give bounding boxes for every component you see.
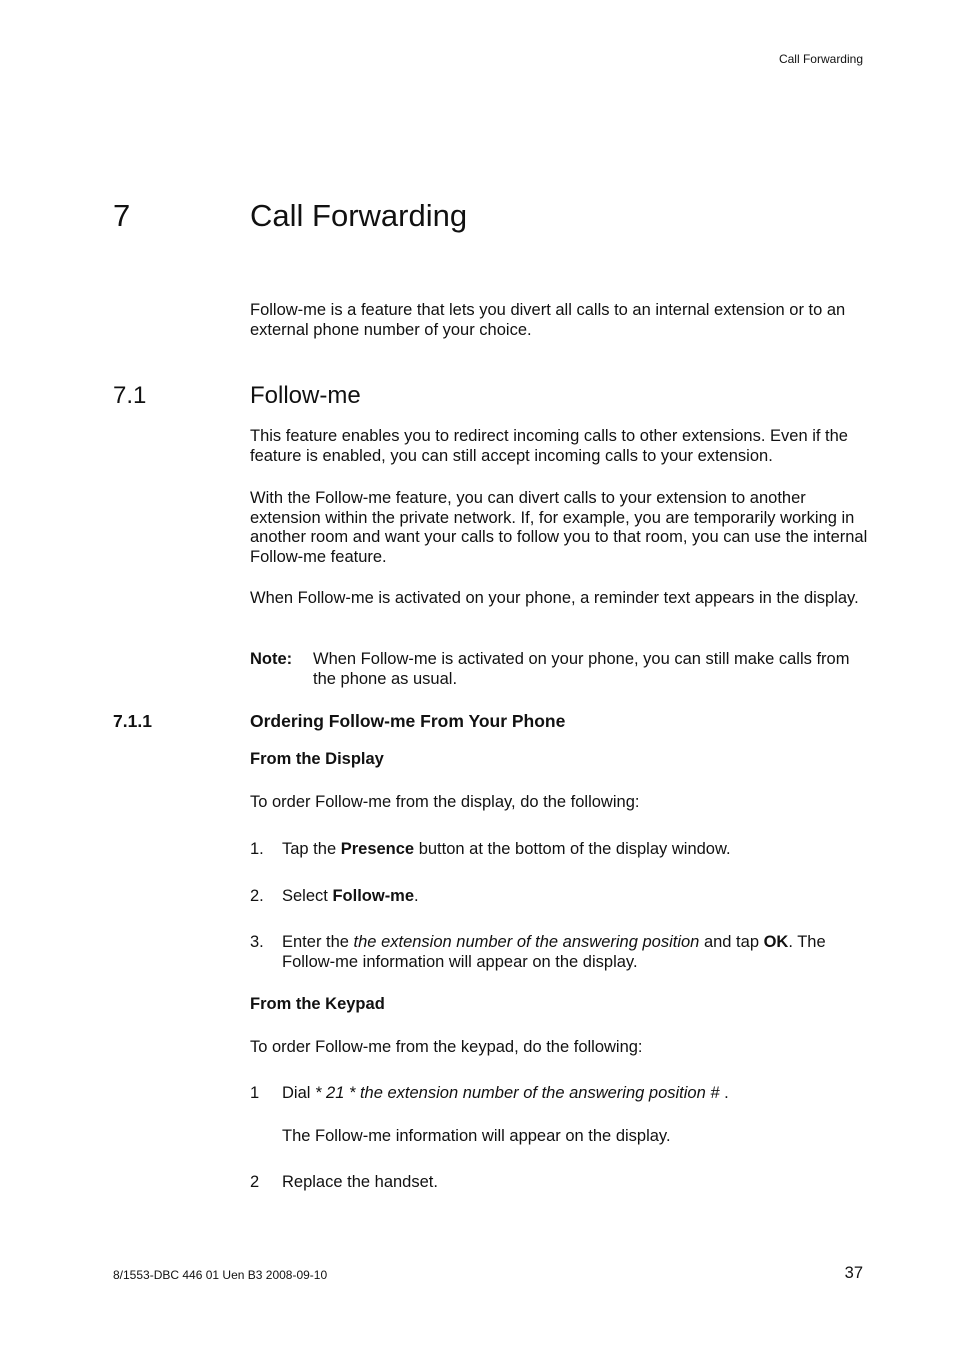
note-label: Note: xyxy=(250,650,293,668)
display-step: 1. Tap the Presence button at the bottom of the display window. xyxy=(250,840,731,858)
chapter-number: 7 xyxy=(113,198,131,233)
section-number: 7.1 xyxy=(113,382,147,409)
section-paragraph: When Follow-me is activated on your phone, a reminder text appears in the display. xyxy=(250,589,859,607)
page-number: 37 xyxy=(844,1264,863,1282)
keypad-step: 2 Replace the handset. xyxy=(250,1173,438,1191)
keypad-step: 1 Dial * 21 * the extension number of the answering position # . xyxy=(250,1084,729,1102)
section-paragraph: With the Follow-me feature, you can divert calls to your extension to another extension within the private network. If, for example, you are temporarily working in another room and want your calls to follow you to that room, you can use the internal Follow-me feature. xyxy=(250,489,868,566)
keypad-step-followup: The Follow-me information will appear on the display. xyxy=(282,1127,671,1145)
subsection-title: Ordering Follow-me From Your Phone xyxy=(250,711,566,731)
note-block xyxy=(250,650,872,689)
intro-paragraph: Follow-me is a feature that lets you divert all calls to an internal extension or to an external phone number of your choice. xyxy=(250,301,846,339)
chapter-title: Call Forwarding xyxy=(250,198,468,233)
step-number: 1. xyxy=(250,840,264,858)
note-text: When Follow-me is activated on your phone, you can still make calls from the phone as usual. xyxy=(313,650,850,688)
display-step: 3. Enter the the extension number of the answering position and tap OK. The Follow-me information will appear on the display. xyxy=(250,933,826,971)
keypad-intro: To order Follow-me from the keypad, do the following: xyxy=(250,1038,643,1056)
subsection-number: 7.1.1 xyxy=(113,711,152,731)
section-title: Follow-me xyxy=(250,382,361,409)
step-number: 2. xyxy=(250,887,264,905)
running-header: Call Forwarding xyxy=(778,52,863,66)
step-number: 2 xyxy=(250,1173,260,1191)
step-number: 3. xyxy=(250,933,264,951)
step-number: 1 xyxy=(250,1084,260,1102)
section-paragraph: This feature enables you to redirect incoming calls to other extensions. Even if the feature is enabled, you can still accept incoming calls to your extension. xyxy=(250,427,848,465)
footer-document-id: 8/1553-DBC 446 01 Uen B3 2008-09-10 xyxy=(113,1268,328,1282)
keypad-heading: From the Keypad xyxy=(250,995,385,1013)
display-heading: From the Display xyxy=(250,750,384,768)
display-step: 2. Select Follow-me. xyxy=(250,887,419,905)
display-intro: To order Follow-me from the display, do the following: xyxy=(250,793,640,811)
